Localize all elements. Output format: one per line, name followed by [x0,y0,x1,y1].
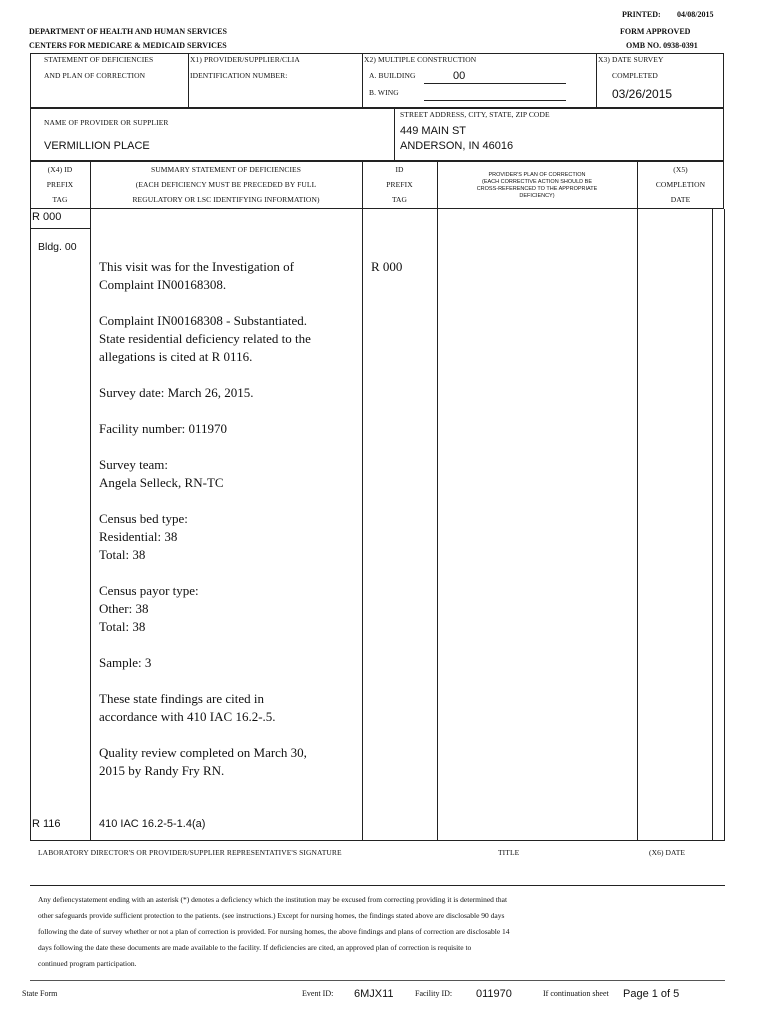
address-label: STREET ADDRESS, CITY, STATE, ZIP CODE [400,110,550,119]
summary-paragraph: This visit was for the Investigation of Complaint IN00168308. [99,259,294,292]
notice-line: other safeguards provide sufficient protection to the patients. (see instructions.) Except for nursing homes, the findings stated above are disclosable 90 days [38,911,505,920]
date-survey-value: 03/26/2015 [612,87,673,101]
address-line2: ANDERSON, IN 46016 [400,140,514,152]
regulation-citation: 410 IAC 16.2-5-1.4(a) [99,818,206,830]
department-name: DEPARTMENT OF HEALTH AND HUMAN SERVICES [29,27,227,36]
signature-label: LABORATORY DIRECTOR'S OR PROVIDER/SUPPLIER REPRESENTATIVE'S SIGNATURE [38,848,342,857]
summary-paragraph: Facility number: 011970 [99,421,228,436]
event-id-value: 6MJX11 [354,988,394,1000]
summary-paragraph: Sample: 3 [99,655,152,670]
continuation-label: If continuation sheet [543,989,609,998]
summary-subheader: (EACH DEFICIENCY MUST BE PRECEDED BY FULL [135,180,317,189]
state-form-label: State Form [22,989,58,998]
summary-header: SUMMARY STATEMENT OF DEFICIENCIES [150,165,301,174]
summary-paragraph: Census payor type: Other: 38 Total: 38 [99,583,199,634]
building-tag: Bldg. 00 [38,241,77,253]
event-id-label: Event ID: [302,989,334,998]
disclosure-notice [38,892,718,972]
summary-paragraph: Survey team: Angela Selleck, RN-TC [99,457,224,490]
notice-line: Any defiencystatement ending with an asterisk (*) denotes a deficiency which the institution may be excused from correcting providing it is determined that [38,895,508,904]
signature-date-label: (X6) DATE [649,848,686,857]
summary-subheader-2: REGULATORY OR LSC IDENTIFYING INFORMATION) [132,195,320,204]
summary-text [99,258,359,798]
address-line1: 449 MAIN ST [400,125,467,137]
date-survey-label: X3) DATE SURVEY [598,55,664,64]
multiple-construction-label: X2) MULTIPLE CONSTRUCTION [364,55,477,64]
completed-label: COMPLETED [612,71,658,80]
plan-subheader-3: DEFICIENCY) [519,193,555,199]
form-approved: FORM APPROVED [620,27,691,36]
id-prefix-header: PREFIX [386,180,413,189]
plan-subheader-1: (EACH CORRECTIVE ACTION SHOULD BE [481,179,593,185]
printed-date: 04/08/2015 [677,10,714,19]
building-label: A. BUILDING [369,71,416,80]
building-value: 00 [453,70,466,82]
identification-number-label: IDENTIFICATION NUMBER: [190,71,288,80]
notice-line: continued program participation. [38,959,137,968]
statement-label: STATEMENT OF DEFICIENCIES [44,55,154,64]
x4-tag-header: TAG [52,195,68,204]
date-header: DATE [670,195,691,204]
summary-paragraph: Quality review completed on March 30, 2015 by Randy Fry RN. [99,745,307,778]
tag-r000: R 000 [32,211,62,223]
title-label: TITLE [498,848,520,857]
printed-label: PRINTED: [622,10,661,19]
page-number: Page 1 of 5 [623,988,680,1000]
provider-name-value: VERMILLION PLACE [44,140,150,152]
summary-paragraph: These state findings are cited in accordance with 410 IAC 16.2-.5. [99,691,276,724]
provider-box [30,108,724,161]
tag-r116: R 116 [32,818,61,830]
provider-name-label: NAME OF PROVIDER OR SUPPLIER [44,118,169,127]
omb-number: OMB NO. 0938-0391 [626,41,698,50]
id-header: ID [395,165,404,174]
centers-name: CENTERS FOR MEDICARE & MEDICAID SERVICES [29,41,227,50]
plan-header: PROVIDER'S PLAN OF CORRECTION [488,172,586,178]
wing-label: B. WING [369,88,399,97]
summary-paragraph: Survey date: March 26, 2015. [99,385,254,400]
facility-id-value: 011970 [476,988,512,1000]
provider-id-label: X1) PROVIDER/SUPPLIER/CLIA [190,55,300,64]
completion-header: COMPLETION [655,180,706,189]
id-tag-header: TAG [391,195,408,204]
x5-header: (X5) [673,165,688,174]
x4-id-header: (X4) ID [47,165,73,174]
summary-paragraph: Census bed type: Residential: 38 Total: 38 [99,511,188,562]
plan-of-correction-label: AND PLAN OF CORRECTION [44,71,146,80]
facility-id-label: Facility ID: [415,989,453,998]
summary-paragraph: Complaint IN00168308 - Substantiated. State residential deficiency related to the allegations is cited at R 0116. [99,313,311,364]
notice-line: following the date of survey whether or not a plan of correction is provided. For nursing homes, the above findings and plans of correction are disclosable 14 [38,927,510,936]
x4-prefix-header: PREFIX [46,180,74,189]
notice-line: days following the date these documents are made available to the facility. If deficiencies are cited, an approved plan of correction is requisite to [38,943,472,952]
plan-subheader-2: CROSS-REFERENCED TO THE APPROPRIATE [476,186,598,192]
right-tag-r000: R 000 [371,259,403,274]
